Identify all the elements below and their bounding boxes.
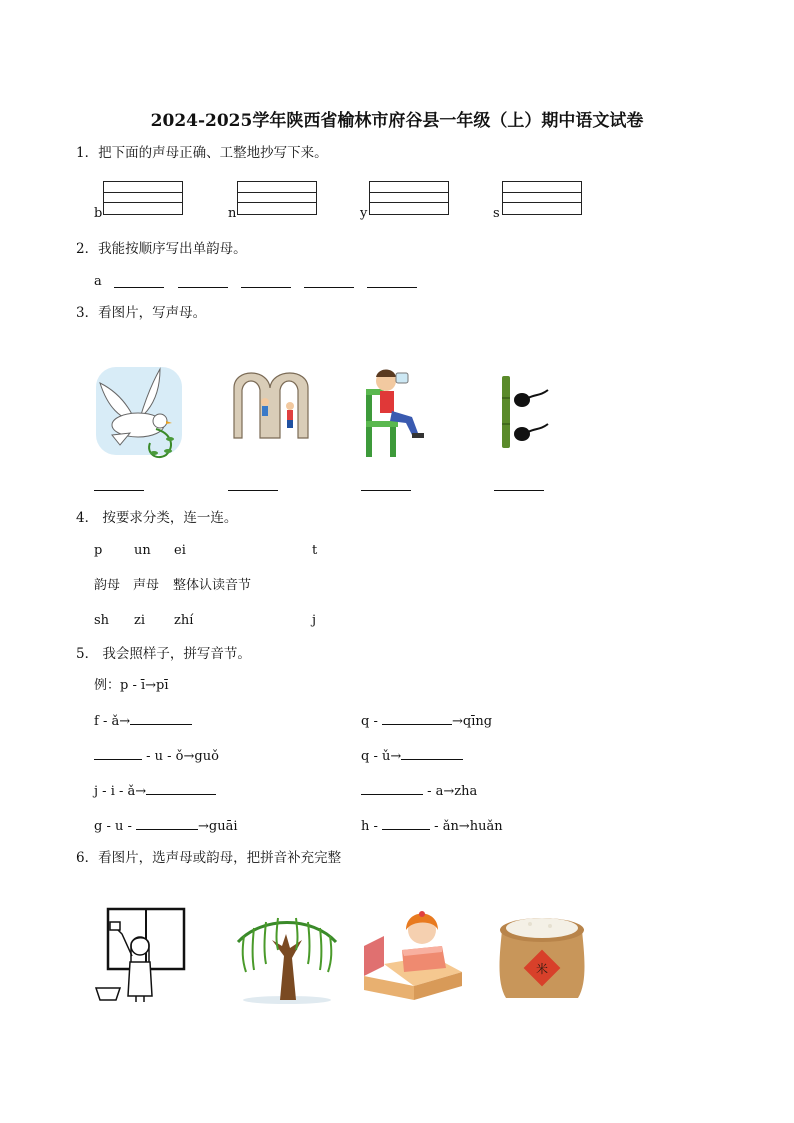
arch-with-children-picture — [230, 366, 312, 440]
question-5-text: 5． 我会照样子，拼写音节。 — [76, 646, 251, 662]
q5-item-3: - u - ǒ→guǒ — [94, 747, 219, 765]
q5-item-4: q - ǔ→ — [361, 747, 463, 765]
q1-letter-b: b — [94, 206, 103, 221]
question-6-text: 6．看图片，选声母或韵母，把拼音补充完整 — [76, 850, 342, 866]
q5-blank-1[interactable] — [130, 712, 192, 725]
q4-category-initial[interactable]: 声母 — [133, 578, 160, 593]
q3-answer-blank-4[interactable] — [494, 490, 544, 491]
q5-blank-6[interactable] — [361, 782, 423, 795]
question-3-text: 3．看图片，写声母。 — [76, 305, 207, 321]
q4-item-j[interactable]: j — [312, 613, 317, 628]
rice-sack-picture — [494, 912, 590, 1004]
question-1-text: 1．把下面的声母正确、工整地抄写下来。 — [76, 145, 328, 161]
q5-blank-5[interactable] — [146, 782, 216, 795]
rice-character: 米 — [535, 962, 549, 976]
q4-category-final[interactable]: 韵母 — [94, 578, 121, 593]
q2-blank-1[interactable] — [114, 287, 164, 288]
q1-writing-grid-4[interactable] — [502, 181, 582, 215]
q2-blank-3[interactable] — [241, 287, 291, 288]
q5-blank-4[interactable] — [401, 747, 463, 760]
q5-blank-2[interactable] — [382, 712, 452, 725]
boy-on-chair-drinking-picture — [362, 365, 432, 461]
q4-item-ei[interactable]: ei — [174, 543, 186, 558]
question-2-text: 2．我能按顺序写出单韵母。 — [76, 241, 247, 257]
girl-washing-window-picture — [94, 906, 188, 1004]
q1-letter-n: n — [228, 206, 237, 221]
q2-blank-2[interactable] — [178, 287, 228, 288]
q2-blank-4[interactable] — [304, 287, 354, 288]
q1-writing-grid-2[interactable] — [237, 181, 317, 215]
q1-writing-grid-3[interactable] — [369, 181, 449, 215]
q5-item-6: - a→zha — [361, 782, 477, 800]
q4-item-zi[interactable]: zi — [134, 613, 146, 628]
q5-blank-7[interactable] — [136, 817, 198, 830]
q5-blank-3[interactable] — [94, 747, 142, 760]
q4-item-un[interactable]: un — [134, 543, 151, 558]
girl-in-bed-picture — [362, 906, 466, 1004]
q4-item-t[interactable]: t — [312, 543, 318, 558]
q1-letter-s: s — [493, 206, 500, 221]
q3-answer-blank-1[interactable] — [94, 490, 144, 491]
tadpoles-on-stick-picture — [496, 374, 552, 450]
q4-item-zhi[interactable]: zhí — [174, 613, 194, 628]
q1-writing-grid-1[interactable] — [103, 181, 183, 215]
q3-answer-blank-2[interactable] — [228, 490, 278, 491]
q2-first-vowel: a — [94, 274, 102, 289]
q5-item-2: q - →qīng — [361, 714, 493, 729]
q3-answer-blank-3[interactable] — [361, 490, 411, 491]
q5-example: 例：p - ī→pī — [94, 678, 169, 693]
page-title: 2024-2025学年陕西省榆林市府谷县一年级（上）期中语文试卷 — [150, 111, 644, 131]
q4-item-sh[interactable]: sh — [94, 613, 110, 628]
q1-letter-y: y — [360, 206, 368, 221]
q5-item-1: f - ǎ→ — [94, 712, 192, 730]
willow-tree-picture — [232, 906, 342, 1004]
q5-item-7: g - u - →guāi — [94, 819, 238, 834]
question-4-text: 4． 按要求分类，连一连。 — [76, 510, 238, 526]
q5-item-5: j - i - ǎ→ — [94, 782, 216, 800]
q5-item-8: h - - ǎn→huǎn — [361, 819, 503, 834]
dove-with-olive-branch-picture — [90, 363, 186, 463]
q4-item-p[interactable]: p — [94, 543, 103, 558]
q5-blank-8[interactable] — [382, 817, 430, 830]
q4-category-whole-syllable[interactable]: 整体认读音节 — [173, 578, 252, 593]
q2-blank-5[interactable] — [367, 287, 417, 288]
